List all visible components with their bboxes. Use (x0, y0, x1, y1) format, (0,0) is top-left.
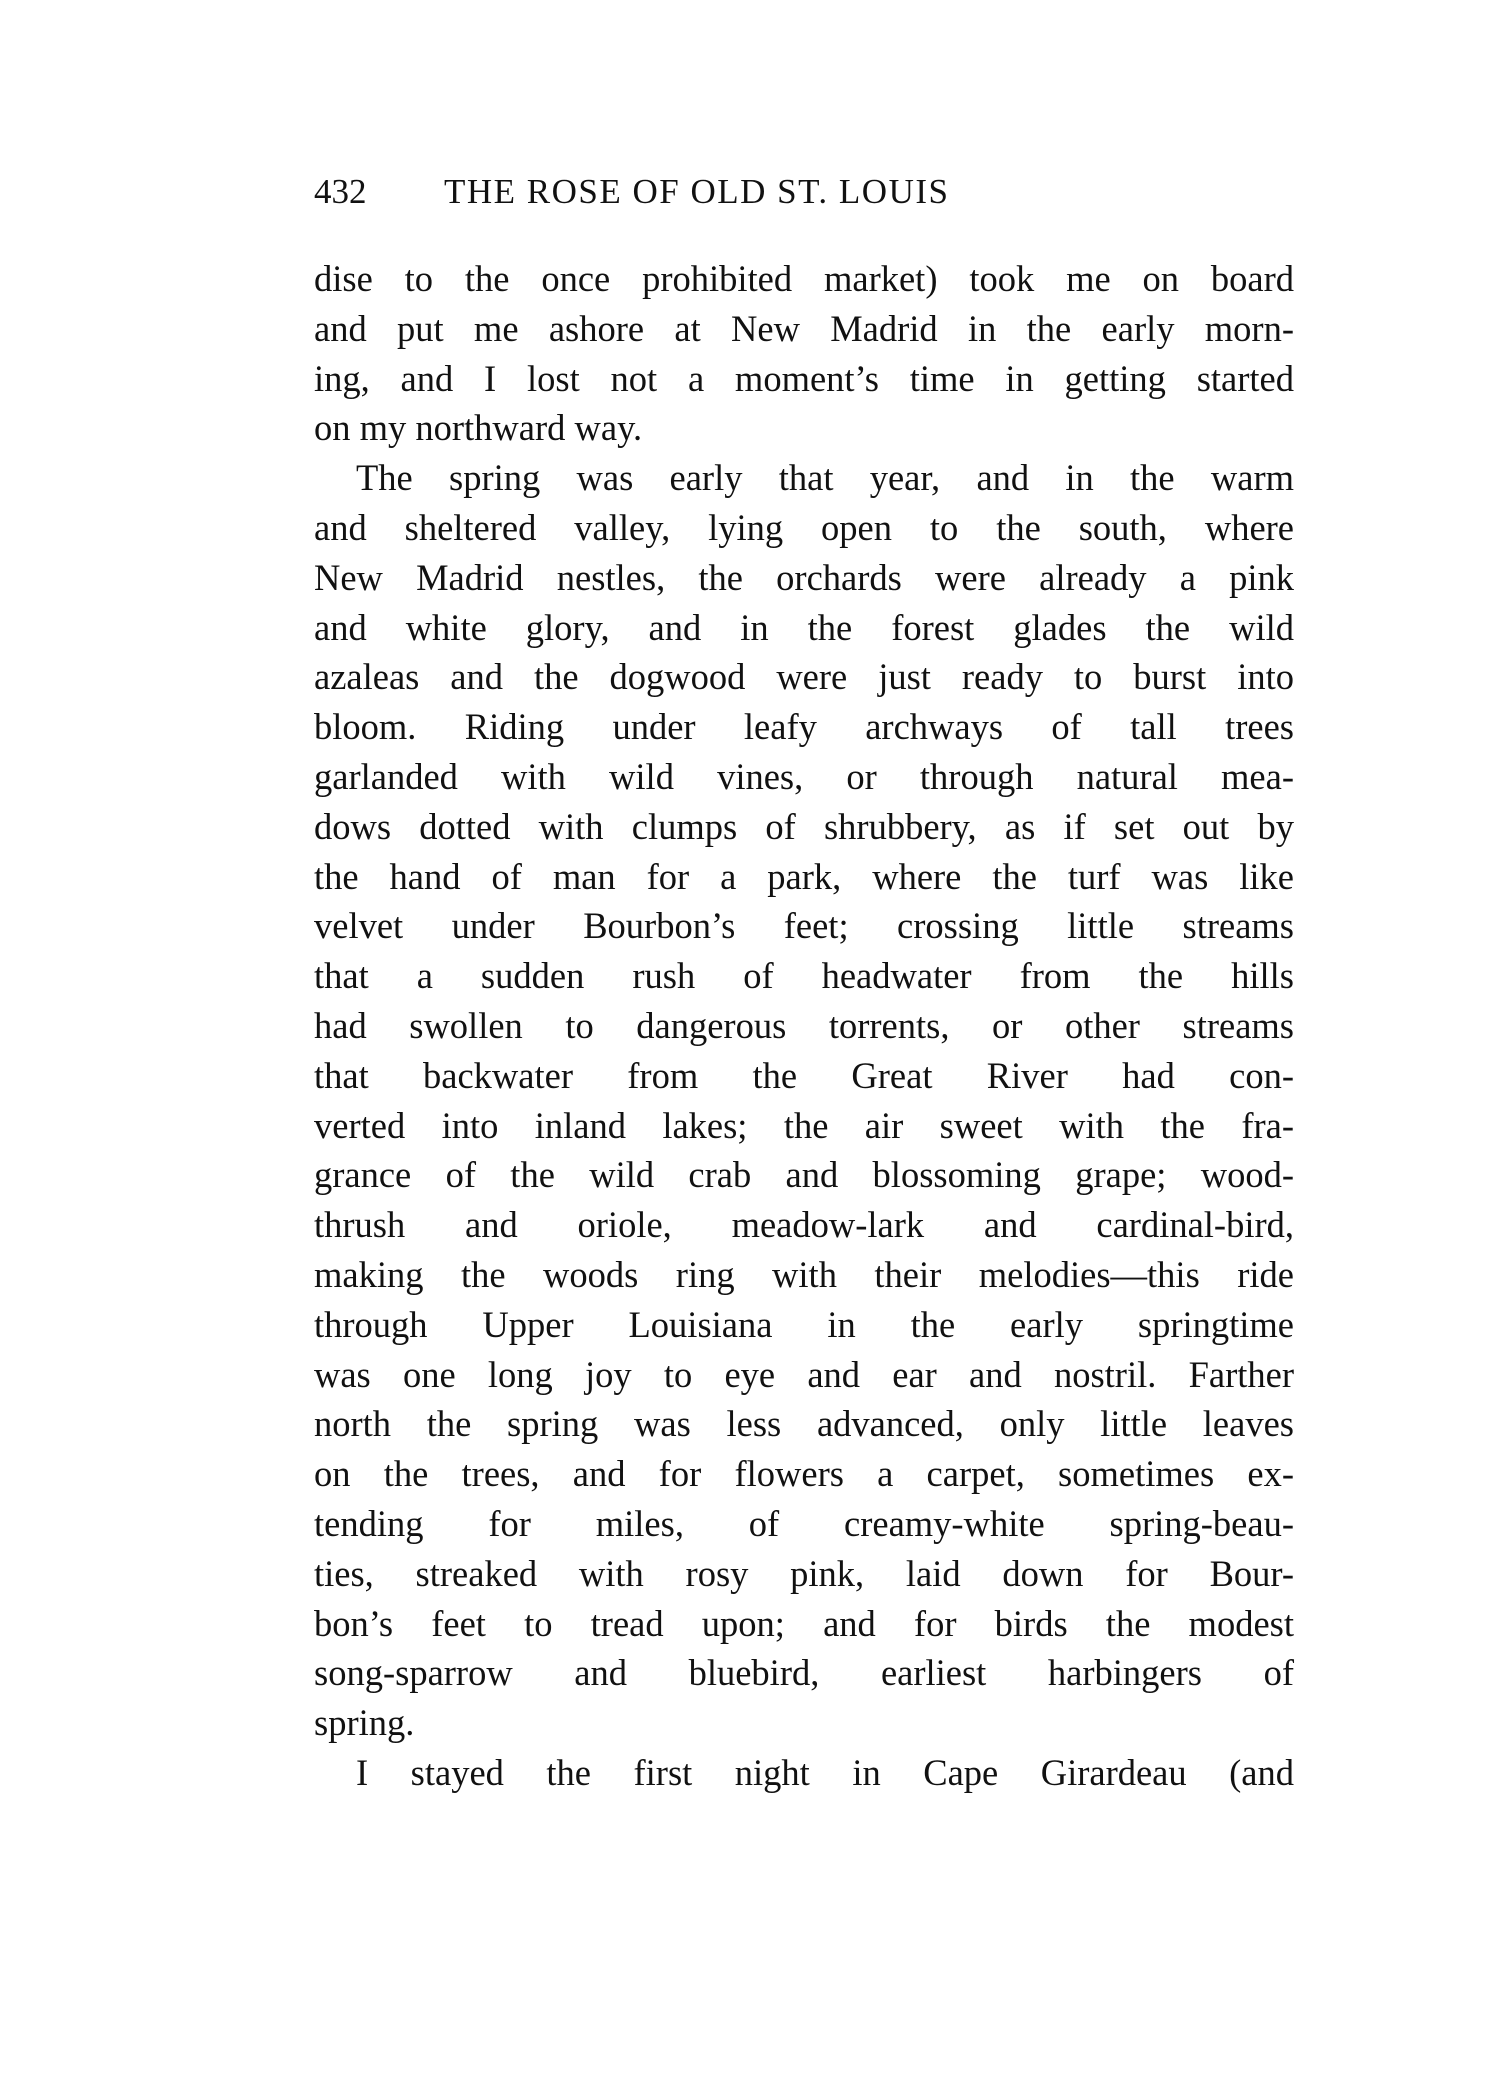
page-header (314, 172, 1114, 222)
text-line: the hand of man for a park, where the turf was like (314, 855, 1294, 897)
text-line: spring. (314, 1702, 415, 1744)
text-line: bon’s feet to tread upon; and for birds the modest (314, 1602, 1294, 1644)
text-line: and sheltered valley, lying open to the south, where (314, 506, 1294, 548)
text-line: had swollen to dangerous torrents, or other streams (314, 1004, 1294, 1046)
text-line: garlanded with wild vines, or through natural mea- (314, 755, 1294, 797)
text-line: tending for miles, of creamy-white spring-beau- (314, 1502, 1294, 1544)
text-line: on the trees, and for flowers a carpet, sometimes ex- (314, 1453, 1294, 1495)
text-line: making the woods ring with their melodies—this ride (314, 1253, 1294, 1295)
text-line: and white glory, and in the forest glades the wild (314, 606, 1294, 648)
text-line: grance of the wild crab and blossoming grape; wood- (314, 1154, 1294, 1196)
text-line: ties, streaked with rosy pink, laid down for Bour- (314, 1552, 1294, 1594)
text-line: The spring was early that year, and in the warm (356, 457, 1294, 499)
text-line: on my northward way. (314, 407, 643, 449)
text-line: north the spring was less advanced, only little leaves (314, 1403, 1294, 1445)
text-line: velvet under Bourbon’s feet; crossing little streams (314, 905, 1294, 947)
text-line: song-sparrow and bluebird, earliest harbingers of (314, 1652, 1294, 1694)
text-line: ing, and I lost not a moment’s time in getting started (314, 357, 1294, 399)
text-line: thrush and oriole, meadow-lark and cardinal-bird, (314, 1204, 1294, 1246)
text-line: and put me ashore at New Madrid in the early morn- (314, 307, 1294, 349)
text-line: bloom. Riding under leafy archways of tall trees (314, 706, 1294, 748)
text-line: dise to the once prohibited market) took me on board (314, 258, 1294, 299)
text-line: azaleas and the dogwood were just ready to burst into (314, 656, 1294, 698)
text-line: New Madrid nestles, the orchards were already a pink (314, 556, 1294, 598)
text-line: dows dotted with clumps of shrubbery, as if set out by (314, 805, 1294, 847)
running-title: THE ROSE OF OLD ST. LOUIS (444, 172, 950, 211)
page-number: 432 (314, 172, 367, 211)
text-line: was one long joy to eye and ear and nostril. Farther (314, 1353, 1294, 1395)
text-line: through Upper Louisiana in the early springtime (314, 1303, 1294, 1345)
body-text (314, 254, 1294, 1798)
text-line: verted into inland lakes; the air sweet with the fra- (314, 1104, 1294, 1146)
text-line: that backwater from the Great River had con- (314, 1054, 1294, 1096)
text-line: that a sudden rush of headwater from the hills (314, 955, 1294, 997)
text-line: I stayed the first night in Cape Girardeau (and (356, 1751, 1294, 1793)
